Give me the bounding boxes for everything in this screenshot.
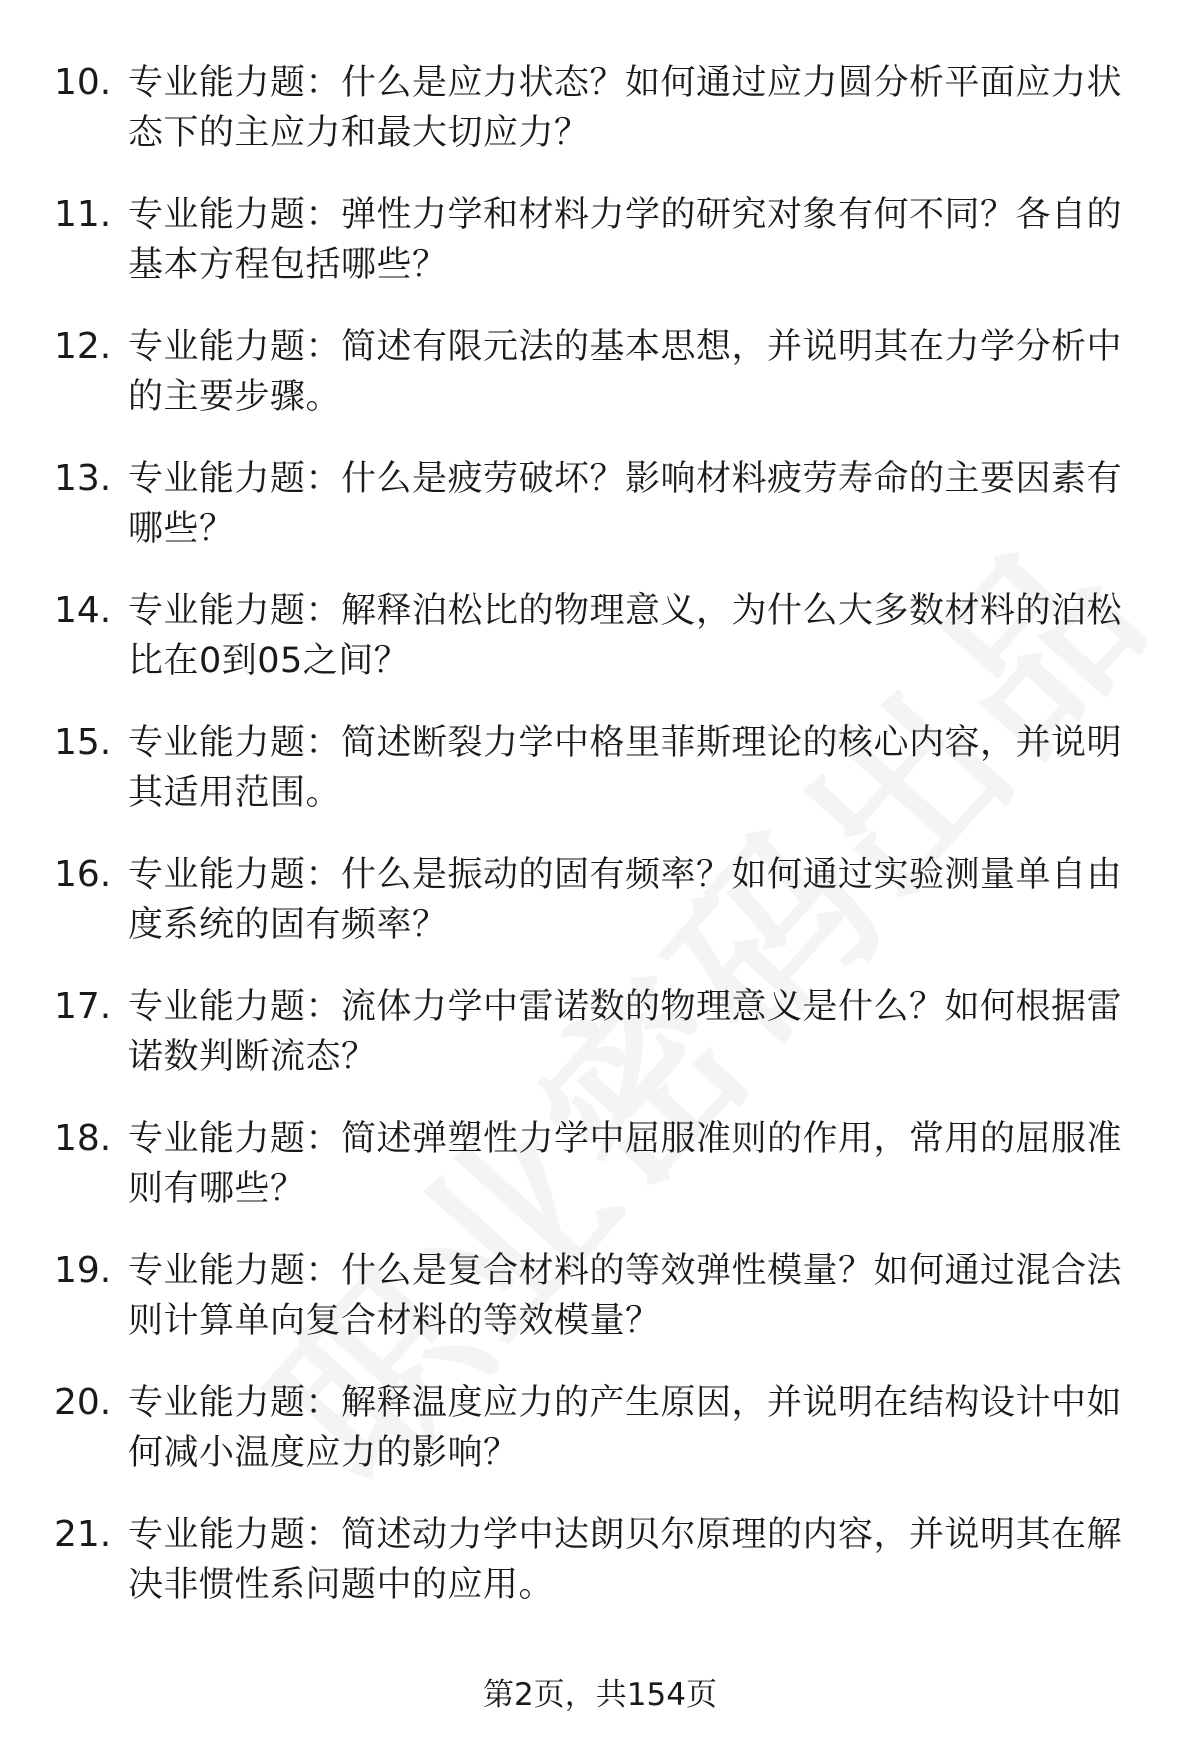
question-text: 专业能力题：简述断裂力学中格里菲斯理论的核心内容，并说明其适用范围。 — [128, 723, 1123, 813]
question-number: 14. — [54, 590, 112, 631]
question-text: 专业能力题：弹性力学和材料力学的研究对象有何不同？各自的基本方程包括哪些？ — [128, 195, 1123, 285]
question-text: 专业能力题：什么是疲劳破坏？影响材料疲劳寿命的主要因素有哪些？ — [128, 459, 1123, 549]
question-item — [54, 1510, 1146, 1642]
question-number: 18. — [54, 1118, 112, 1159]
question-list — [54, 58, 1146, 1642]
question-text: 专业能力题：简述动力学中达朗贝尔原理的内容，并说明其在解决非惯性系问题中的应用。 — [128, 1515, 1123, 1605]
question-item — [54, 1378, 1146, 1510]
question-text: 专业能力题：什么是复合材料的等效弹性模量？如何通过混合法则计算单向复合材料的等效模量？ — [128, 1251, 1123, 1341]
question-number: 20. — [54, 1382, 112, 1423]
question-item — [54, 718, 1146, 850]
question-number: 11. — [54, 194, 112, 235]
question-text: 专业能力题：简述弹塑性力学中屈服准则的作用，常用的屈服准则有哪些？ — [128, 1119, 1123, 1209]
question-text: 专业能力题：解释温度应力的产生原因，并说明在结构设计中如何减小温度应力的影响？ — [128, 1383, 1123, 1473]
question-item — [54, 1246, 1146, 1378]
question-item — [54, 1114, 1146, 1246]
question-number: 16. — [54, 854, 112, 895]
question-text: 专业能力题：解释泊松比的物理意义，为什么大多数材料的泊松比在0到05之间？ — [128, 591, 1123, 681]
question-text: 专业能力题：流体力学中雷诺数的物理意义是什么？如何根据雷诺数判断流态？ — [128, 987, 1123, 1077]
question-item — [54, 322, 1146, 454]
question-item — [54, 586, 1146, 718]
question-item — [54, 454, 1146, 586]
question-number: 17. — [54, 986, 112, 1027]
question-text: 专业能力题：什么是应力状态？如何通过应力圆分析平面应力状态下的主应力和最大切应力？ — [128, 63, 1123, 153]
question-number: 13. — [54, 458, 112, 499]
question-text: 专业能力题：简述有限元法的基本思想，并说明其在力学分析中的主要步骤。 — [128, 327, 1123, 417]
question-item — [54, 982, 1146, 1114]
question-item — [54, 190, 1146, 322]
question-text: 专业能力题：什么是振动的固有频率？如何通过实验测量单自由度系统的固有频率？ — [128, 855, 1123, 945]
page-number-footer: 第2页，共154页 — [483, 1677, 717, 1713]
question-number: 10. — [54, 62, 112, 103]
question-number: 21. — [54, 1514, 112, 1555]
question-number: 19. — [54, 1250, 112, 1291]
question-item — [54, 58, 1146, 190]
question-item — [54, 850, 1146, 982]
question-number: 12. — [54, 326, 112, 367]
question-number: 15. — [54, 722, 112, 763]
